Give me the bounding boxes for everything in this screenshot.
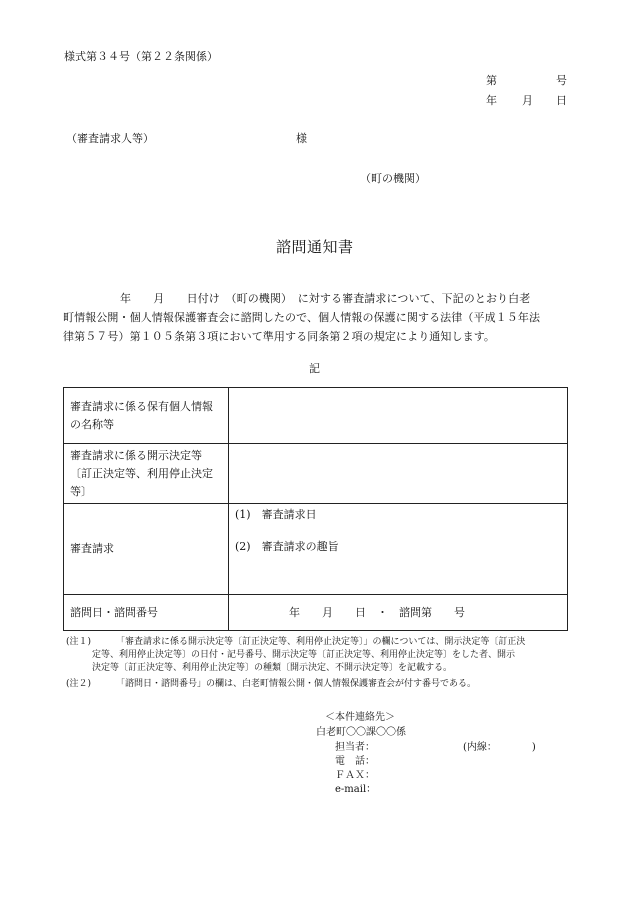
table-value-review-request [229, 504, 568, 595]
note-2-line: 「諮問日・諮問番号」の欄は、白老町情報公開・個人情報保護審査会が付す番号である。 [116, 679, 477, 689]
date-year: 年 [486, 94, 497, 107]
recipient-name: （審査請求人等） [66, 132, 154, 145]
note-2 [66, 678, 476, 691]
review-item-date: (1) 審査請求日 [235, 508, 317, 521]
label-line: 審査請求に係る開示決定等 [70, 448, 202, 462]
contact-fax: ＦＡＸ： [335, 770, 375, 781]
contact-dept: 白老町〇〇課〇〇係 [316, 727, 406, 738]
note-1-label: (注１) [66, 637, 92, 647]
label-line: 〔訂正決定等、利用停止決定 [70, 466, 213, 480]
label-line: 審査請求に係る保有個人情報 [70, 399, 213, 413]
table-row [64, 444, 568, 504]
ki-heading: 記 [309, 362, 320, 375]
table-row [64, 504, 568, 595]
table-label-retained-info [64, 388, 229, 444]
contact-person: 担当者： [335, 742, 375, 753]
table-value-inquiry: 年 月 日 ・ 諮問第 号 [229, 595, 568, 631]
table-value-retained-info[interactable] [229, 388, 568, 444]
contact-ext: (内線： ) [463, 742, 536, 753]
contact-heading: ＜本件連絡先＞ [325, 712, 395, 723]
contact-tel: 電 話： [335, 756, 375, 767]
table-row [64, 388, 568, 444]
note-1-line-1: 「審査請求に係る開示決定等〔訂正決定等、利用停止決定等〕」の欄については、開示決定等〔訂正決 [116, 637, 526, 647]
notification-table [63, 387, 568, 631]
form-number: 様式第３４号（第２２条関係） [64, 50, 218, 63]
table-value-disclosure-decision[interactable] [229, 444, 568, 504]
label-line: の名称等 [70, 417, 114, 431]
sender-name: （町の機関） [360, 172, 426, 185]
doc-number-prefix: 第 [486, 74, 497, 87]
contact-email: e-mail： [335, 784, 377, 795]
table-label-review-request: 審査請求 [64, 504, 229, 595]
note-2-label: (注２) [66, 679, 92, 689]
note-1-line-3: 決定等〔訂正決定等、利用停止決定等〕の種類〔開示決定、不開示決定等〕を記載する。 [92, 663, 453, 673]
body-line-1: 年 月 日付け （町の機関） に対する審査請求について、下記のとおり白老 [120, 292, 531, 305]
date-month: 月 [522, 94, 533, 107]
recipient-honorific: 様 [296, 132, 307, 145]
page-title: 諮問通知書 [276, 238, 354, 256]
note-1-line-2: 定等、利用停止決定等〕の日付・記号番号、開示決定等〔訂正決定等、利用停止決定等〕をした者、開示 [92, 650, 516, 660]
note-1 [66, 636, 571, 675]
table-label-disclosure-decision [64, 444, 229, 504]
table-label-inquiry: 諮問日・諮問番号 [64, 595, 229, 631]
date-day: 日 [556, 94, 567, 107]
doc-number-suffix: 号 [556, 74, 567, 87]
review-item-purpose: (2) 審査請求の趣旨 [235, 540, 339, 553]
body-line-2: 町情報公開・個人情報保護審査会に諮問したので、個人情報の保護に関する法律（平成１５年法 [63, 311, 541, 324]
body-line-3: 律第５７号）第１０５条第３項において準用する同条第２項の規定により通知します。 [63, 330, 496, 343]
label-line: 等〕 [70, 484, 92, 498]
table-row [64, 595, 568, 631]
